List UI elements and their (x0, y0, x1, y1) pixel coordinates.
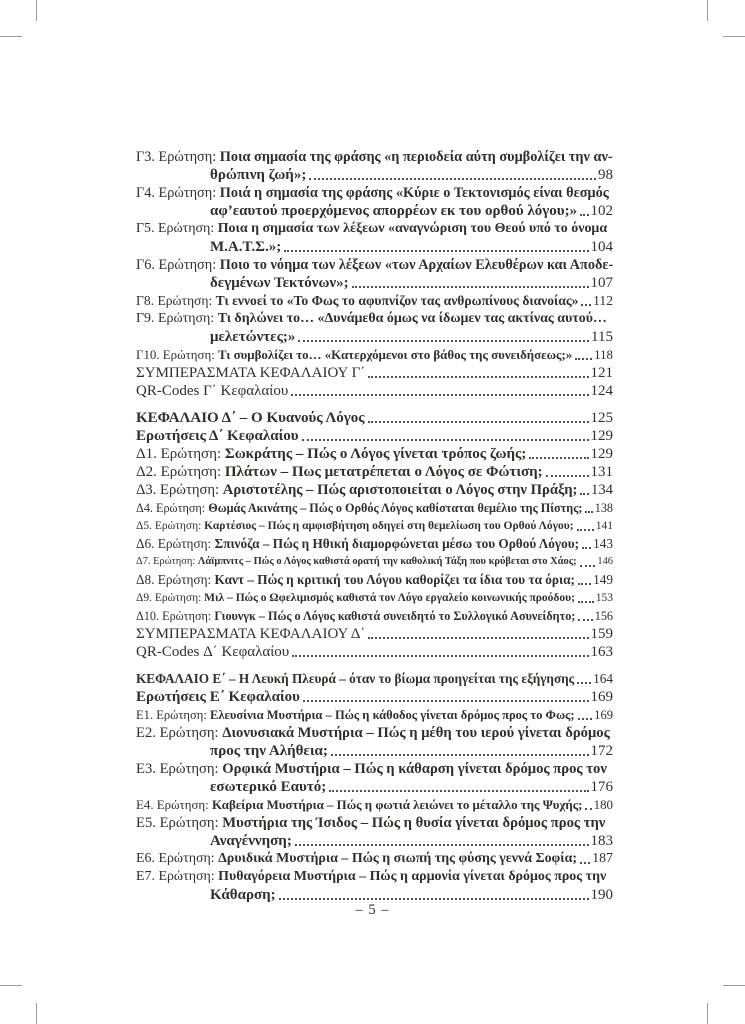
toc-page-number: 143 (593, 536, 613, 551)
crop-mark-top-right-horizontal (723, 36, 745, 37)
toc-entry-prefix: Δ7. Ερώτηση: (136, 556, 198, 567)
toc-entry (136, 427, 613, 445)
toc-page-number: 183 (590, 833, 613, 849)
toc-entry-prefix: Ε6. Ερώτηση: (136, 851, 219, 866)
crop-mark-bottom-left-vertical (36, 1003, 37, 1024)
dot-leader (292, 655, 588, 657)
toc (136, 148, 613, 904)
toc-entry-title: αφ’εαυτού προερχόμενος απορρέων εκ του ορθού λόγου;» (210, 203, 578, 219)
toc-entry-prefix: Ε4. Ερώτηση: (136, 798, 212, 812)
toc-entry-title: Ποιο το νόημα των λέξεων «των Αρχαίων Ελευθέρων και Αποδε- (219, 257, 614, 273)
dot-leader (546, 475, 589, 477)
toc-entry-title: προς την Αλήθεια; (210, 743, 328, 759)
dot-leader (580, 493, 589, 495)
toc-entry-prefix: Ε1. Ερώτηση: (136, 708, 210, 722)
toc-entry (136, 481, 613, 499)
toc-entry (136, 310, 613, 346)
toc-line (136, 463, 613, 481)
toc-entry (136, 409, 613, 427)
dot-leader (302, 439, 589, 441)
toc-entry-text: ΣΥΜΠΕΡΑΣΜΑΤΑ ΚΕΦΑΛΑΙΟΥ Δ΄ (136, 626, 366, 642)
toc-page-number: 146 (597, 556, 613, 567)
dot-leader (578, 619, 592, 621)
toc-page-number: 159 (590, 626, 613, 642)
toc-entry-prefix: Δ6. Ερώτηση: (136, 536, 215, 551)
dot-leader (331, 754, 589, 756)
toc-entry-prefix: Γ3. Ερώτηση: (136, 149, 220, 165)
toc-line (136, 274, 613, 292)
toc-entry-title: Λάϊμπνιτς – Πώς ο Λόγος καθιστά ορατή την καθολική Τάξη που κρύβεται στο Χάος; (197, 556, 577, 567)
toc-entry (136, 463, 613, 481)
toc-page-number: 169 (594, 708, 613, 722)
toc-page-number: 176 (590, 779, 613, 795)
dot-leader (309, 178, 596, 180)
dot-leader (578, 601, 594, 603)
toc-line (136, 292, 613, 310)
toc-line (136, 553, 613, 571)
toc-entry (136, 148, 613, 184)
toc-page-number: 121 (590, 365, 613, 381)
crop-mark-top-left-vertical (36, 0, 37, 21)
toc-entry (136, 706, 613, 724)
toc-entry (136, 571, 613, 589)
crop-mark-top-right-vertical (707, 0, 708, 21)
dot-leader (368, 376, 588, 378)
toc-entry-prefix: Ε3. Ερώτηση: (136, 761, 223, 777)
toc-entry-title: ΚΕΦΑΛΑΙΟ Ε΄ – Η Λευκή Πλευρά – όταν το βίωμα προηγείται της εξήγησης (136, 671, 575, 686)
toc-entry (136, 517, 613, 535)
toc-line (136, 706, 613, 724)
toc-entry (136, 868, 613, 904)
toc-entry (136, 256, 613, 292)
toc-entry-title: Ελευσίνια Μυστήρια – Πώς η κάθοδος γίνεται δρόμος προς το Φως; (209, 708, 575, 722)
toc-entry-prefix: Γ8. Ερώτηση: (136, 293, 216, 308)
toc-entry-title: Ερωτήσεις Δ΄ Κεφαλαίου (136, 428, 299, 444)
dot-leader (580, 565, 596, 567)
dot-leader (279, 898, 589, 900)
toc-entry-prefix: Δ4. Ερώτηση: (136, 501, 209, 515)
toc-page-number: 187 (592, 851, 613, 866)
dot-leader (329, 790, 588, 792)
toc-page-number: 102 (590, 203, 613, 219)
toc-line (136, 589, 613, 607)
toc-entry-title: ΚΕΦΑΛΑΙΟ Δ΄ – Ο Κυανούς Λόγος (136, 410, 365, 426)
toc-line (136, 499, 613, 517)
toc-entry-title: Καβείρια Μυστήρια – Πώς η φωτιά λειώνει το μέταλλο της Ψυχής; (211, 798, 583, 812)
toc-page-number: 134 (591, 482, 613, 498)
toc-entry-title: Πλάτων – Πως μετατρέπεται ο Λόγος σε Φώτιση; (224, 464, 543, 480)
toc-entry (136, 589, 613, 607)
toc-entry-text: QR-Codes Δ΄ Κεφαλαίου (136, 644, 290, 660)
toc-entry-title: Τι συμβολίζει το… «Κατερχόμενοι στο βάθος της συνειδήσεως;» (218, 348, 573, 362)
toc-entry-title: Σπινόζα – Πώς η Ηθική διαμορφώνεται μέσω του Ορθού Λόγου; (214, 536, 580, 551)
dot-leader (291, 394, 588, 396)
dot-leader (298, 340, 589, 342)
toc-line (136, 814, 613, 832)
toc-entry (136, 670, 613, 688)
toc-entry (136, 346, 613, 364)
toc-entry-title: Δρυιδικά Μυστήρια – Πώς η σιωπή της φύσης γεννά Σοφία; (218, 851, 577, 866)
toc-line (136, 166, 613, 184)
toc-entry (136, 814, 613, 850)
dot-leader (575, 358, 592, 360)
toc-line (136, 445, 613, 463)
toc-entry-prefix: Ε2. Ερώτηση: (136, 725, 223, 741)
toc-page-number: 141 (595, 520, 613, 532)
toc-page-number: 131 (590, 464, 613, 480)
dot-leader (585, 511, 592, 513)
toc-entry-prefix: Ε5. Ερώτηση: (136, 815, 223, 831)
crop-mark-bottom-right-horizontal (723, 985, 745, 986)
toc-entry-prefix: Δ1. Ερώτηση: (136, 446, 225, 462)
toc-entry-title: Σωκράτης – Πώς ο Λόγος γίνεται τρόπος ζωής; (224, 446, 527, 462)
toc-entry-title: Μιλ – Πώς ο Ωφελιμισμός καθιστά τον Λόγο εργαλείο κοινωνικής προόδου; (204, 592, 575, 604)
toc-entry (136, 688, 613, 706)
toc-entry (136, 724, 613, 760)
toc-line (136, 688, 613, 706)
toc-entry-title: Πυθαγόρεια Μυστήρια – Πώς η αρμονία γίνεται δρόμος προς την (218, 869, 607, 884)
toc-entry-prefix: Ε7. Ερώτηση: (136, 869, 219, 884)
toc-line (136, 481, 613, 499)
toc-page-number: 156 (594, 609, 613, 623)
toc-entry (136, 184, 613, 220)
toc-entry (136, 382, 613, 400)
toc-entry (136, 220, 613, 256)
dot-leader (303, 700, 589, 702)
toc-page-number: 125 (590, 410, 613, 426)
toc-page-number: 138 (594, 501, 613, 515)
toc-line (136, 427, 613, 445)
toc-page-number: 180 (593, 798, 613, 812)
toc-entry (136, 364, 613, 382)
dot-leader (585, 808, 591, 810)
dot-leader (352, 286, 589, 288)
toc-line (136, 184, 613, 202)
page-footer (0, 902, 745, 919)
dot-leader (295, 844, 589, 846)
toc-line (136, 328, 613, 346)
toc-entry-title: Κάθαρση; (210, 887, 276, 903)
toc-page-number: 153 (595, 592, 613, 604)
toc-page-number: 115 (591, 329, 613, 345)
toc-line (136, 643, 613, 661)
dot-leader (368, 421, 589, 423)
toc-entry (136, 625, 613, 643)
toc-page-number: 129 (590, 446, 613, 462)
toc-entry-title: Γιουνγκ – Πώς ο Λόγος καθιστά συνειδητό το Συλλογικό Ασυνείδητο; (214, 609, 576, 623)
toc-entry-title: Τι εννοεί το «Το Φως το αφυπνίζον τας ανθρωπίνους διανοίας» (215, 293, 579, 308)
toc-line (136, 796, 613, 814)
toc-line (136, 742, 613, 760)
toc-line (136, 517, 613, 535)
toc-entry-title: Αναγέννηση; (210, 833, 292, 849)
toc-entry-title: Θωμάς Ακινάτης – Πώς ο Ορθός Λόγος καθίσταται θεμέλιο της Πίστης; (208, 501, 583, 515)
toc-entry-title: Ποια σημασία της φράσης «η περιοδεία αύτη συμβολίζει την αν- (219, 149, 613, 165)
toc-line (136, 760, 613, 778)
toc-entry-title: Μ.Α.Τ.Σ.»; (210, 239, 282, 255)
toc-line (136, 571, 613, 589)
toc-entry-title: Αριστοτέλης – Πώς αριστοποιείται ο Λόγος στην Πράξη; (222, 482, 578, 498)
toc-page-number: 118 (594, 348, 613, 362)
toc-section-gamma (136, 148, 613, 400)
toc-entry-title: θρώπινη ζωή»; (210, 167, 307, 183)
toc-page-number: 164 (593, 671, 613, 686)
toc-line (136, 850, 613, 868)
toc-entry (136, 292, 613, 310)
toc-entry-prefix: Γ9. Ερώτηση: (136, 311, 218, 326)
crop-mark-bottom-right-vertical (707, 1003, 708, 1024)
dot-leader (578, 583, 591, 585)
toc-page-number: 104 (590, 239, 613, 255)
dot-leader (580, 214, 588, 216)
toc-line (136, 868, 613, 886)
toc-entry-prefix: Δ8. Ερώτηση: (136, 572, 215, 587)
crop-mark-bottom-left-horizontal (0, 985, 22, 986)
toc-page-number: 129 (590, 428, 613, 444)
toc-line (136, 256, 613, 274)
toc-entry-title: Ποια η σημασία των λέξεων «αναγνώριση του Θεού υπό το όνομα (217, 221, 608, 236)
toc-line (136, 724, 613, 742)
toc-entry (136, 643, 613, 661)
toc-line (136, 364, 613, 382)
toc-entry-prefix: Γ4. Ερώτηση: (136, 185, 220, 201)
toc-entry-title: Ορφικά Μυστήρια – Πώς η κάθαρση γίνεται δρόμος προς τον (222, 761, 607, 777)
toc-entry-prefix: Γ5. Ερώτηση: (136, 221, 218, 236)
toc-entry-title: Ποιά η σημασία της φράσης «Κύριε ο Τεκτονισμός είναι θεσμός (219, 185, 609, 201)
page-number: – 5 – (355, 902, 390, 918)
toc-line (136, 535, 613, 553)
toc-entry-title: μελετώντες;» (210, 329, 296, 345)
toc-entry-text: QR-Codes Γ΄ Κεφαλαίου (136, 383, 289, 399)
toc-entry-title: Τι δηλώνει το… «Δυνάμεθα όμως να ίδωμεν τας ακτίνας αυτού… (217, 311, 607, 326)
toc-line (136, 409, 613, 427)
crop-mark-top-left-horizontal (0, 36, 22, 37)
toc-entry (136, 499, 613, 517)
toc-entry (136, 796, 613, 814)
toc-entry-prefix: Δ5. Ερώτηση: (136, 520, 205, 532)
toc-line (136, 607, 613, 625)
toc-entry-prefix: Δ10. Ερώτηση: (136, 609, 215, 623)
dot-leader (284, 250, 588, 252)
dot-leader (577, 682, 591, 684)
toc-entry (136, 553, 613, 571)
dot-leader (577, 529, 594, 531)
toc-entry-text: ΣΥΜΠΕΡΑΣΜΑΤΑ ΚΕΦΑΛΑΙΟΥ Γ΄ (136, 365, 366, 381)
toc-entry-prefix: Δ9. Ερώτηση: (136, 592, 205, 604)
toc-line (136, 202, 613, 220)
dot-leader (578, 718, 593, 720)
toc-entry-prefix: Δ2. Ερώτηση: (136, 464, 225, 480)
toc-entry-title: Μυστήρια της Ίσιδος – Πώς η θυσία γίνεται δρόμος προς την (222, 815, 606, 831)
toc-entry (136, 850, 613, 868)
toc-line (136, 220, 613, 238)
toc-entry-title: Διονυσιακά Μυστήρια – Πώς η μέθη του ιερού γίνεται δρόμος (222, 725, 610, 741)
dot-leader (582, 547, 591, 549)
dot-leader (529, 457, 588, 459)
toc-section-delta (136, 409, 613, 661)
toc-entry-prefix: Δ3. Ερώτηση: (136, 482, 223, 498)
toc-page-number: 169 (590, 689, 613, 705)
dot-leader (581, 304, 591, 306)
toc-line (136, 625, 613, 643)
toc-line (136, 670, 613, 688)
toc-line (136, 382, 613, 400)
toc-page-number: 107 (590, 275, 613, 291)
toc-page-number: 124 (590, 383, 613, 399)
dot-leader (368, 637, 588, 639)
toc-entry (136, 760, 613, 796)
toc-page-number: 98 (598, 167, 613, 183)
toc-line (136, 148, 613, 166)
dot-leader (580, 862, 590, 864)
toc-entry-title: Καντ – Πώς η κριτική του Λόγου καθορίζει τα ίδια του τα όρια; (214, 572, 575, 587)
toc-section-epsilon (136, 670, 613, 904)
toc-entry (136, 607, 613, 625)
toc-line (136, 778, 613, 796)
toc-line (136, 238, 613, 256)
toc-page-number: 112 (593, 293, 613, 308)
toc-page-number: 163 (590, 644, 613, 660)
toc-page-number: 172 (590, 743, 613, 759)
toc-entry-title: εσωτερικό Εαυτό; (210, 779, 327, 795)
toc-entry-title: δεγμένων Τεκτόνων»; (210, 275, 349, 291)
toc-entry-title: Καρτέσιος – Πώς η αμφισβήτηση οδηγεί στη θεμελίωση του Ορθού Λόγου; (204, 520, 574, 532)
toc-line (136, 310, 613, 328)
toc-entry-prefix: Γ10. Ερώτηση: (136, 348, 218, 362)
toc-entry (136, 445, 613, 463)
toc-entry (136, 535, 613, 553)
toc-page-number: 149 (593, 572, 613, 587)
toc-line (136, 832, 613, 850)
toc-entry-title: Ερωτήσεις Ε΄ Κεφαλαίου (136, 689, 300, 705)
toc-entry-prefix: Γ6. Ερώτηση: (136, 257, 220, 273)
toc-page-number: 190 (590, 887, 613, 903)
toc-line (136, 346, 613, 364)
